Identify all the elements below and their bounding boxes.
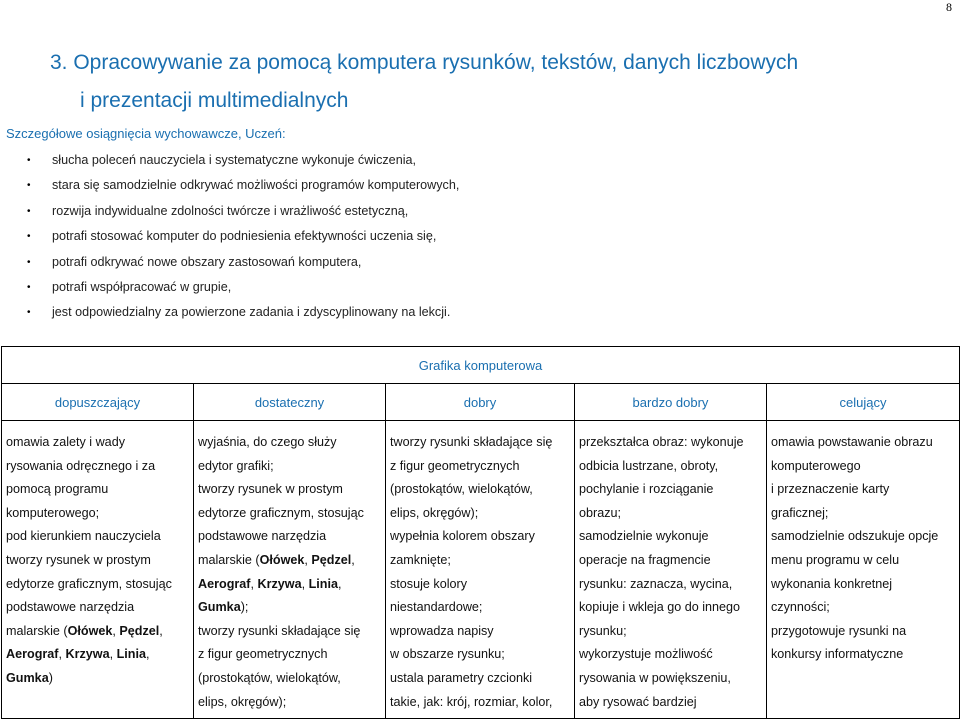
cell-line: malarskie (Ołówek, Pędzel, <box>198 552 355 567</box>
cell-line: pochylanie i rozciąganie <box>579 482 714 497</box>
goal-text: potrafi odkrywać nowe obszary zastosowań komputera, <box>52 254 362 269</box>
cell-line: podstawowe narzędzia <box>198 529 327 544</box>
cell-line: przekształca obraz: wykonuje <box>579 435 744 449</box>
table-cell-dopuszczajacy <box>2 421 194 719</box>
table-cell-dobry <box>386 421 575 719</box>
cell-line: czynności; <box>771 600 830 615</box>
goal-text: jest odpowiedzialny za powierzone zadania i zdyscyplinowany na lekcji. <box>52 305 451 320</box>
goal-text: stara się samodzielnie odkrywać możliwości programów komputerowych, <box>52 178 460 193</box>
grades-table <box>1 346 960 719</box>
goal-text: potrafi stosować komputer do podniesienia efektywności uczenia się, <box>52 229 437 244</box>
cell-line: edytorze graficznym, stosując <box>198 505 364 520</box>
cell-line: omawia zalety i wady <box>6 435 125 449</box>
cell-line: Aerograf, Krzywa, Linia, <box>6 647 150 662</box>
page-number: 8 <box>946 0 952 14</box>
goal-text: słucha poleceń nauczyciela i systematyczne wykonuje ćwiczenia, <box>52 153 416 167</box>
cell-line: stosuje kolory <box>390 576 467 591</box>
cell-line: menu programu w celu <box>771 552 900 567</box>
cell-line: samodzielnie wykonuje <box>579 529 709 544</box>
cell-line: z figur geometrycznych <box>390 458 520 473</box>
column-header: dobry <box>386 384 575 421</box>
cell-line: odbicia lustrzane, obroty, <box>579 458 719 473</box>
cell-line: operacje na fragmencie <box>579 552 711 567</box>
cell-line: wykorzystuje możliwość <box>579 647 713 662</box>
cell-line: elips, okręgów); <box>198 694 287 709</box>
cell-line: w obszarze rysunku; <box>390 647 505 662</box>
cell-line: tworzy rysunki składające się <box>390 435 553 449</box>
bullet-icon: • <box>27 256 31 268</box>
cell-line: tworzy rysunek w prostym <box>6 552 151 567</box>
cell-line: tworzy rysunek w prostym <box>198 482 343 497</box>
section-heading <box>50 44 798 120</box>
cell-line: elips, okręgów); <box>390 505 479 520</box>
goal-item <box>0 148 459 173</box>
table-cell-celujacy <box>767 421 960 719</box>
cell-line: omawia powstawanie obrazu <box>771 435 933 449</box>
goal-item <box>0 199 459 224</box>
cell-line: komputerowego; <box>6 505 100 520</box>
bullet-icon: • <box>27 155 31 166</box>
cell-line: malarskie (Ołówek, Pędzel, <box>6 623 163 638</box>
cell-line: (prostokątów, wielokątów, <box>390 482 533 497</box>
column-header: dopuszczający <box>2 384 194 421</box>
cell-line: i przeznaczenie karty <box>771 482 890 497</box>
goal-item <box>0 224 459 249</box>
goals-title: Szczegółowe osiągnięcia wychowawcze, Uczeń: <box>6 126 286 141</box>
bullet-icon: • <box>27 180 31 192</box>
cell-line: pod kierunkiem nauczyciela <box>6 529 161 544</box>
goals-list <box>0 148 459 326</box>
cell-line: aby rysować bardziej <box>579 694 697 709</box>
bullet-icon: • <box>27 231 31 243</box>
cell-line: (prostokątów, wielokątów, <box>198 670 341 685</box>
cell-line: podstawowe narzędzia <box>6 600 135 615</box>
column-header: bardzo dobry <box>575 384 767 421</box>
goal-item <box>0 250 459 275</box>
cell-line: wprowadza napisy <box>390 623 494 638</box>
cell-line: rysowania odręcznego i za <box>6 458 156 473</box>
cell-line: ustala parametry czcionki <box>390 670 533 685</box>
table-cell-dostateczny <box>194 421 386 719</box>
goal-text: potrafi współpracować w grupie, <box>52 279 232 294</box>
table-title: Grafika komputerowa <box>2 347 960 384</box>
cell-line: samodzielnie odszukuje opcje <box>771 529 939 544</box>
cell-line: rysunku; <box>579 623 627 638</box>
goal-text: rozwija indywidualne zdolności twórcze i wrażliwość estetyczną, <box>52 203 409 218</box>
cell-line: niestandardowe; <box>390 600 483 615</box>
cell-line: takie, jak: krój, rozmiar, kolor, <box>390 694 553 709</box>
cell-line: Aerograf, Krzywa, Linia, <box>198 576 342 591</box>
cell-line: Gumka) <box>6 670 53 685</box>
cell-line: z figur geometrycznych <box>198 647 328 662</box>
goal-item <box>0 300 459 325</box>
cell-line: pomocą programu <box>6 482 109 497</box>
table-row <box>2 421 960 719</box>
cell-line: obrazu; <box>579 505 622 520</box>
bullet-icon: • <box>27 307 31 319</box>
cell-line: rysunku: zaznacza, wycina, <box>579 576 733 591</box>
cell-line: wykonania konkretnej <box>771 576 893 591</box>
heading-line-2: i prezentacji multimedialnych <box>80 89 349 112</box>
cell-line: kopiuje i wkleja go do innego <box>579 600 741 615</box>
bullet-icon: • <box>27 281 31 293</box>
table-cell-bardzo-dobry <box>575 421 767 719</box>
bullet-icon: • <box>27 205 31 217</box>
cell-line: edytorze graficznym, stosując <box>6 576 172 591</box>
cell-line: tworzy rysunki składające się <box>198 623 361 638</box>
heading-line-1: 3. Opracowywanie za pomocą komputera rysunków, tekstów, danych liczbowych <box>50 51 799 74</box>
column-header: dostateczny <box>194 384 386 421</box>
cell-line: konkursy informatyczne <box>771 647 904 662</box>
cell-line: zamknięte; <box>390 552 451 567</box>
cell-line: Gumka); <box>198 600 249 615</box>
cell-line: przygotowuje rysunki na <box>771 623 907 638</box>
cell-line: rysowania w powiększeniu, <box>579 670 731 685</box>
column-header: celujący <box>767 384 960 421</box>
cell-line: graficznej; <box>771 505 829 520</box>
cell-line: komputerowego <box>771 458 861 473</box>
cell-line: wypełnia kolorem obszary <box>390 529 535 544</box>
goal-item <box>0 173 459 198</box>
goal-item <box>0 275 459 300</box>
cell-line: edytor grafiki; <box>198 458 274 473</box>
cell-line: wyjaśnia, do czego służy <box>198 435 337 449</box>
